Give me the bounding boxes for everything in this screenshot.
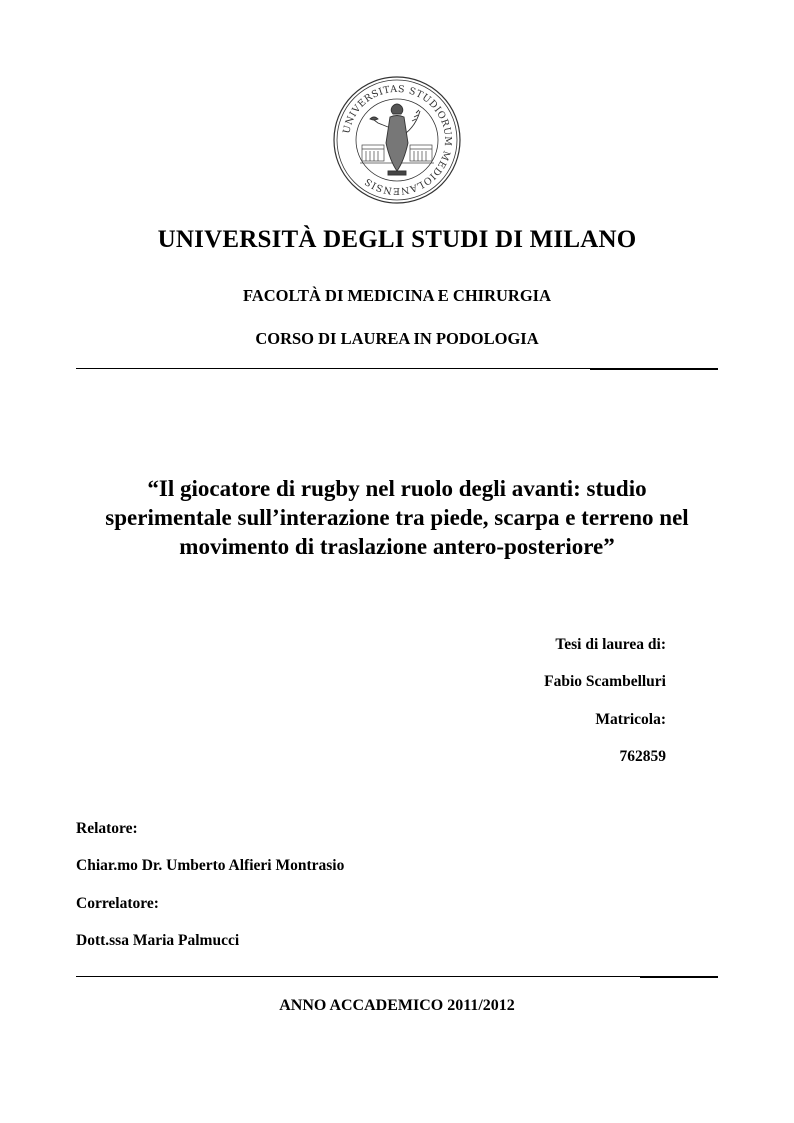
divider-top-thick: [590, 368, 718, 370]
thesis-title-line-1: “Il giocatore di rugby nel ruolo degli avanti: studio: [147, 476, 647, 501]
thesis-title-line-3: movimento di traslazione antero-posteriore”: [179, 534, 615, 559]
correlatore-label: Correlatore:: [76, 895, 159, 912]
thesis-title-line-2: sperimentale sull’interazione tra piede, scarpa e terreno nel: [105, 505, 689, 530]
matricola-value: 762859: [619, 748, 666, 765]
academic-year: ANNO ACCADEMICO 2011/2012: [279, 997, 515, 1014]
divider-bottom-thin: [76, 976, 640, 977]
candidate-label: Tesi di laurea di:: [555, 636, 666, 653]
thesis-title: [60, 474, 734, 561]
divider-bottom-thick: [640, 976, 718, 978]
course-name: CORSO DI LAUREA IN PODOLOGIA: [255, 329, 539, 348]
divider-top-thin: [76, 368, 590, 369]
correlatore-name: Dott.ssa Maria Palmucci: [76, 932, 240, 949]
candidate-name: Fabio Scambelluri: [544, 673, 666, 690]
university-name: UNIVERSITÀ DEGLI STUDI DI MILANO: [157, 226, 637, 253]
relatore-label: Relatore:: [76, 820, 138, 837]
faculty-name: FACOLTÀ DI MEDICINA E CHIRURGIA: [242, 286, 552, 305]
seal-inscription: UNIVERSITAS STUDIORUM MEDIOLANENSIS: [341, 83, 454, 197]
matricola-label: Matricola:: [595, 711, 666, 728]
relatore-name: Chiar.mo Dr. Umberto Alfieri Montrasio: [76, 857, 345, 874]
university-seal-icon: [332, 75, 462, 205]
